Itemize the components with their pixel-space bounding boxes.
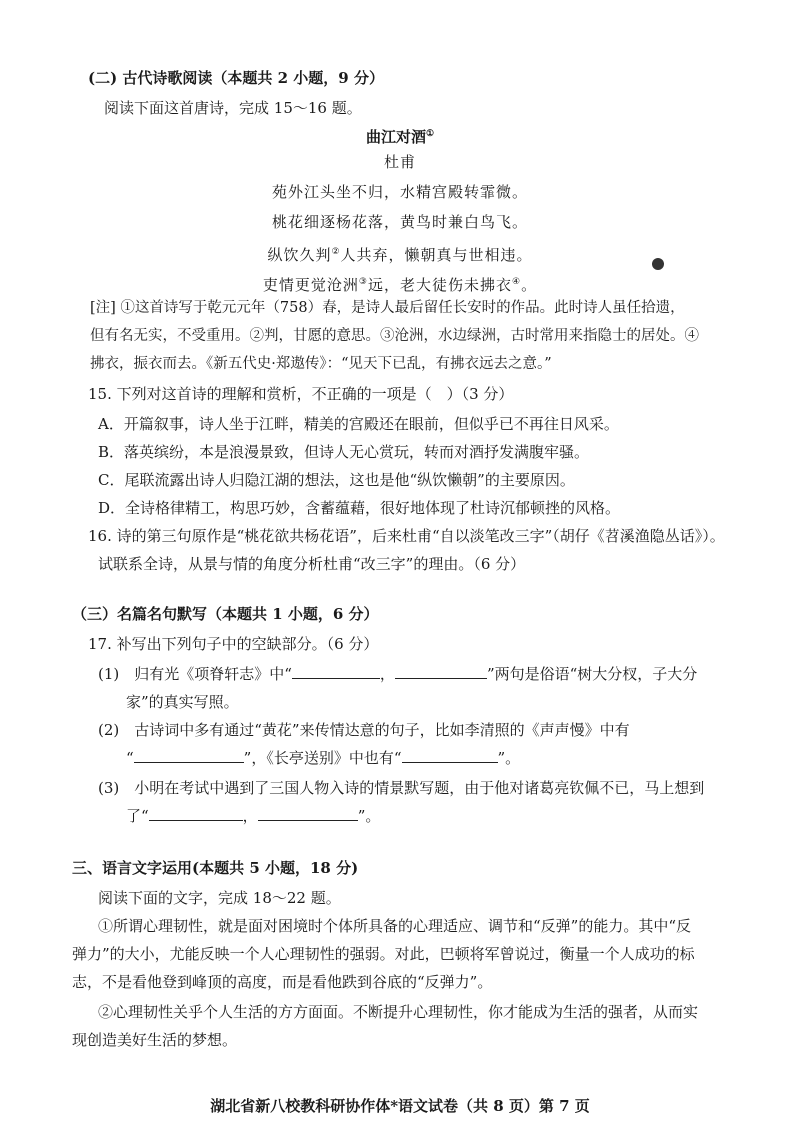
q17-item-3-comma: ， [242,807,258,825]
part3-instruction: 阅读下面的文字，完成 18～22 题。 [98,889,341,907]
poem-line-3-mark: ② [331,247,341,257]
q16-line-2: 试联系全诗，从景与情的角度分析杜甫“改三字”的理由。（6 分） [98,555,526,573]
q17-item-1-cont: 家”的真实写照。 [126,693,239,711]
note-line-2: 但有名无实，不受重用。②判，甘愿的意思。③沧洲，水边绿洲，古时常用来指隐士的居处。④ [90,328,699,344]
q17-item-2: (2) 古诗词中多有通过“黄花”来传情达意的句子，比如李清照的《声声慢》中有 [98,721,630,739]
q17-item-1-text-b: ”两句是俗语“树大分杈，子大分 [486,665,698,683]
poem-author: 杜甫 [383,153,416,171]
q17-stem: 17. 补写出下列句子中的空缺部分。（6 分） [88,635,379,653]
q17-item-3-text-b: 了“ [126,807,149,825]
q17-item-3-text-c: ”。 [357,807,381,825]
poem-line-3 [0,242,800,265]
q17-item-3: (3) 小明在考试中遇到了三国人物入诗的情景默写题，由于他对诸葛亮钦佩不已，马上想到 [98,779,705,797]
poem-title-note-mark: ① [425,129,435,139]
section-heading-poetry: (二) 古代诗歌阅读（本题共 2 小题，9 分） [88,69,384,87]
q15-stem: 15. 下列对这首诗的理解和赏析，不正确的一项是（ ）（3 分） [88,385,514,403]
q17-item-1-comma: ， [379,665,395,683]
answer-blank[interactable] [134,748,244,763]
q16-line-1: 16. 诗的第三句原作是“桃花欲共杨花语”，后来杜甫“自以淡笔改三字”（胡仔《苕溪渔隐丛话》）。 [88,527,725,545]
note-line-1: [注] ①这首诗写于乾元元年（758）春，是诗人最后留任长安时的作品。此时诗人虽任拾遗， [90,300,685,316]
q17-item-2-open-quote: “ [126,749,134,767]
answer-blank[interactable] [402,748,498,763]
poem-line-4-mark: ③ [358,277,368,287]
q15-option-b: B．落英缤纷，本是浪漫景致，但诗人无心赏玩，转而对酒抒发满腹牢骚。 [98,443,590,461]
passage-p2-line-2: 现创造美好生活的梦想。 [72,1031,238,1049]
poetry-instruction: 阅读下面这首唐诗，完成 15～16 题。 [104,99,362,117]
q17-item-3-cont [126,806,380,826]
section-heading-dictation: （三）名篇名句默写（本题共 1 小题，6 分） [72,605,379,623]
passage-p2-line-1: ②心理韧性关乎个人生活的方方面面。不断提升心理韧性，你才能成为生活的强者，从而实 [98,1003,699,1021]
q15-option-c: C．尾联流露出诗人归隐江湖的想法，这也是他“纵饮懒朝”的主要原因。 [98,471,575,489]
q15-option-a: A．开篇叙事，诗人坐于江畔，精美的宫殿还在眼前，但似乎已不再往日风采。 [98,415,619,433]
answer-blank[interactable] [258,806,358,821]
q17-item-2-text-d: ”。 [497,749,521,767]
answer-blank[interactable] [292,664,380,679]
poem-line-4-b: 远，老大徒伤未拂衣 [367,276,512,294]
passage-p1-line-1: ①所谓心理韧性，就是面对困境时个体所具备的心理适应、调节和“反弹”的能力。其中“反 [98,917,692,935]
page-footer: 湖北省新八校教科研协作体*语文试卷（共 8 页）第 7 页 [210,1097,590,1115]
poem-line-3-b: 人共弃，懒朝真与世相违。 [340,246,533,264]
answer-blank[interactable] [395,664,487,679]
poem-line-1: 苑外江头坐不归，水精宫殿转霏微。 [271,183,528,201]
poem-line-4 [0,272,800,295]
note-line-3: 拂衣，振衣而去。《新五代史·郑遨传》：“见天下已乱，有拂衣远去之意。” [90,356,552,372]
q17-item-1 [98,664,697,684]
ink-smudge [652,258,664,270]
poem-line-4-mark-2: ④ [512,277,522,287]
poem-line-3-a: 纵饮久判 [267,246,332,264]
poem-line-4-c: 。 [521,276,538,294]
q17-item-2-text-c: ”，《长亭送别》中也有“ [243,749,402,767]
q17-item-2-cont [126,748,520,768]
part3-heading: 三、语言文字运用(本题共 5 小题，18 分) [72,859,359,877]
poem-line-4-a: 吏情更觉沧洲 [262,276,359,294]
passage-p1-line-2: 弹力”的大小，尤能反映一个人心理韧性的强弱。对此，巴顿将军曾说过，衡量一个人成功的标 [72,945,695,963]
poem-title [0,124,800,147]
poem-line-2: 桃花细逐杨花落，黄鸟时兼白鸟飞。 [271,213,528,231]
q15-option-d: D．全诗格律精工，构思巧妙，含蓄蕴藉，很好地体现了杜诗沉郁顿挫的风格。 [98,499,621,517]
answer-blank[interactable] [149,806,243,821]
q17-item-1-text-a: (1) 归有光《项脊轩志》中“ [98,665,292,683]
poem-title-text: 曲江对酒 [365,128,426,146]
passage-p1-line-3: 志，不是看他登到峰顶的高度，而是看他跌到谷底的“反弹力”。 [72,973,493,991]
